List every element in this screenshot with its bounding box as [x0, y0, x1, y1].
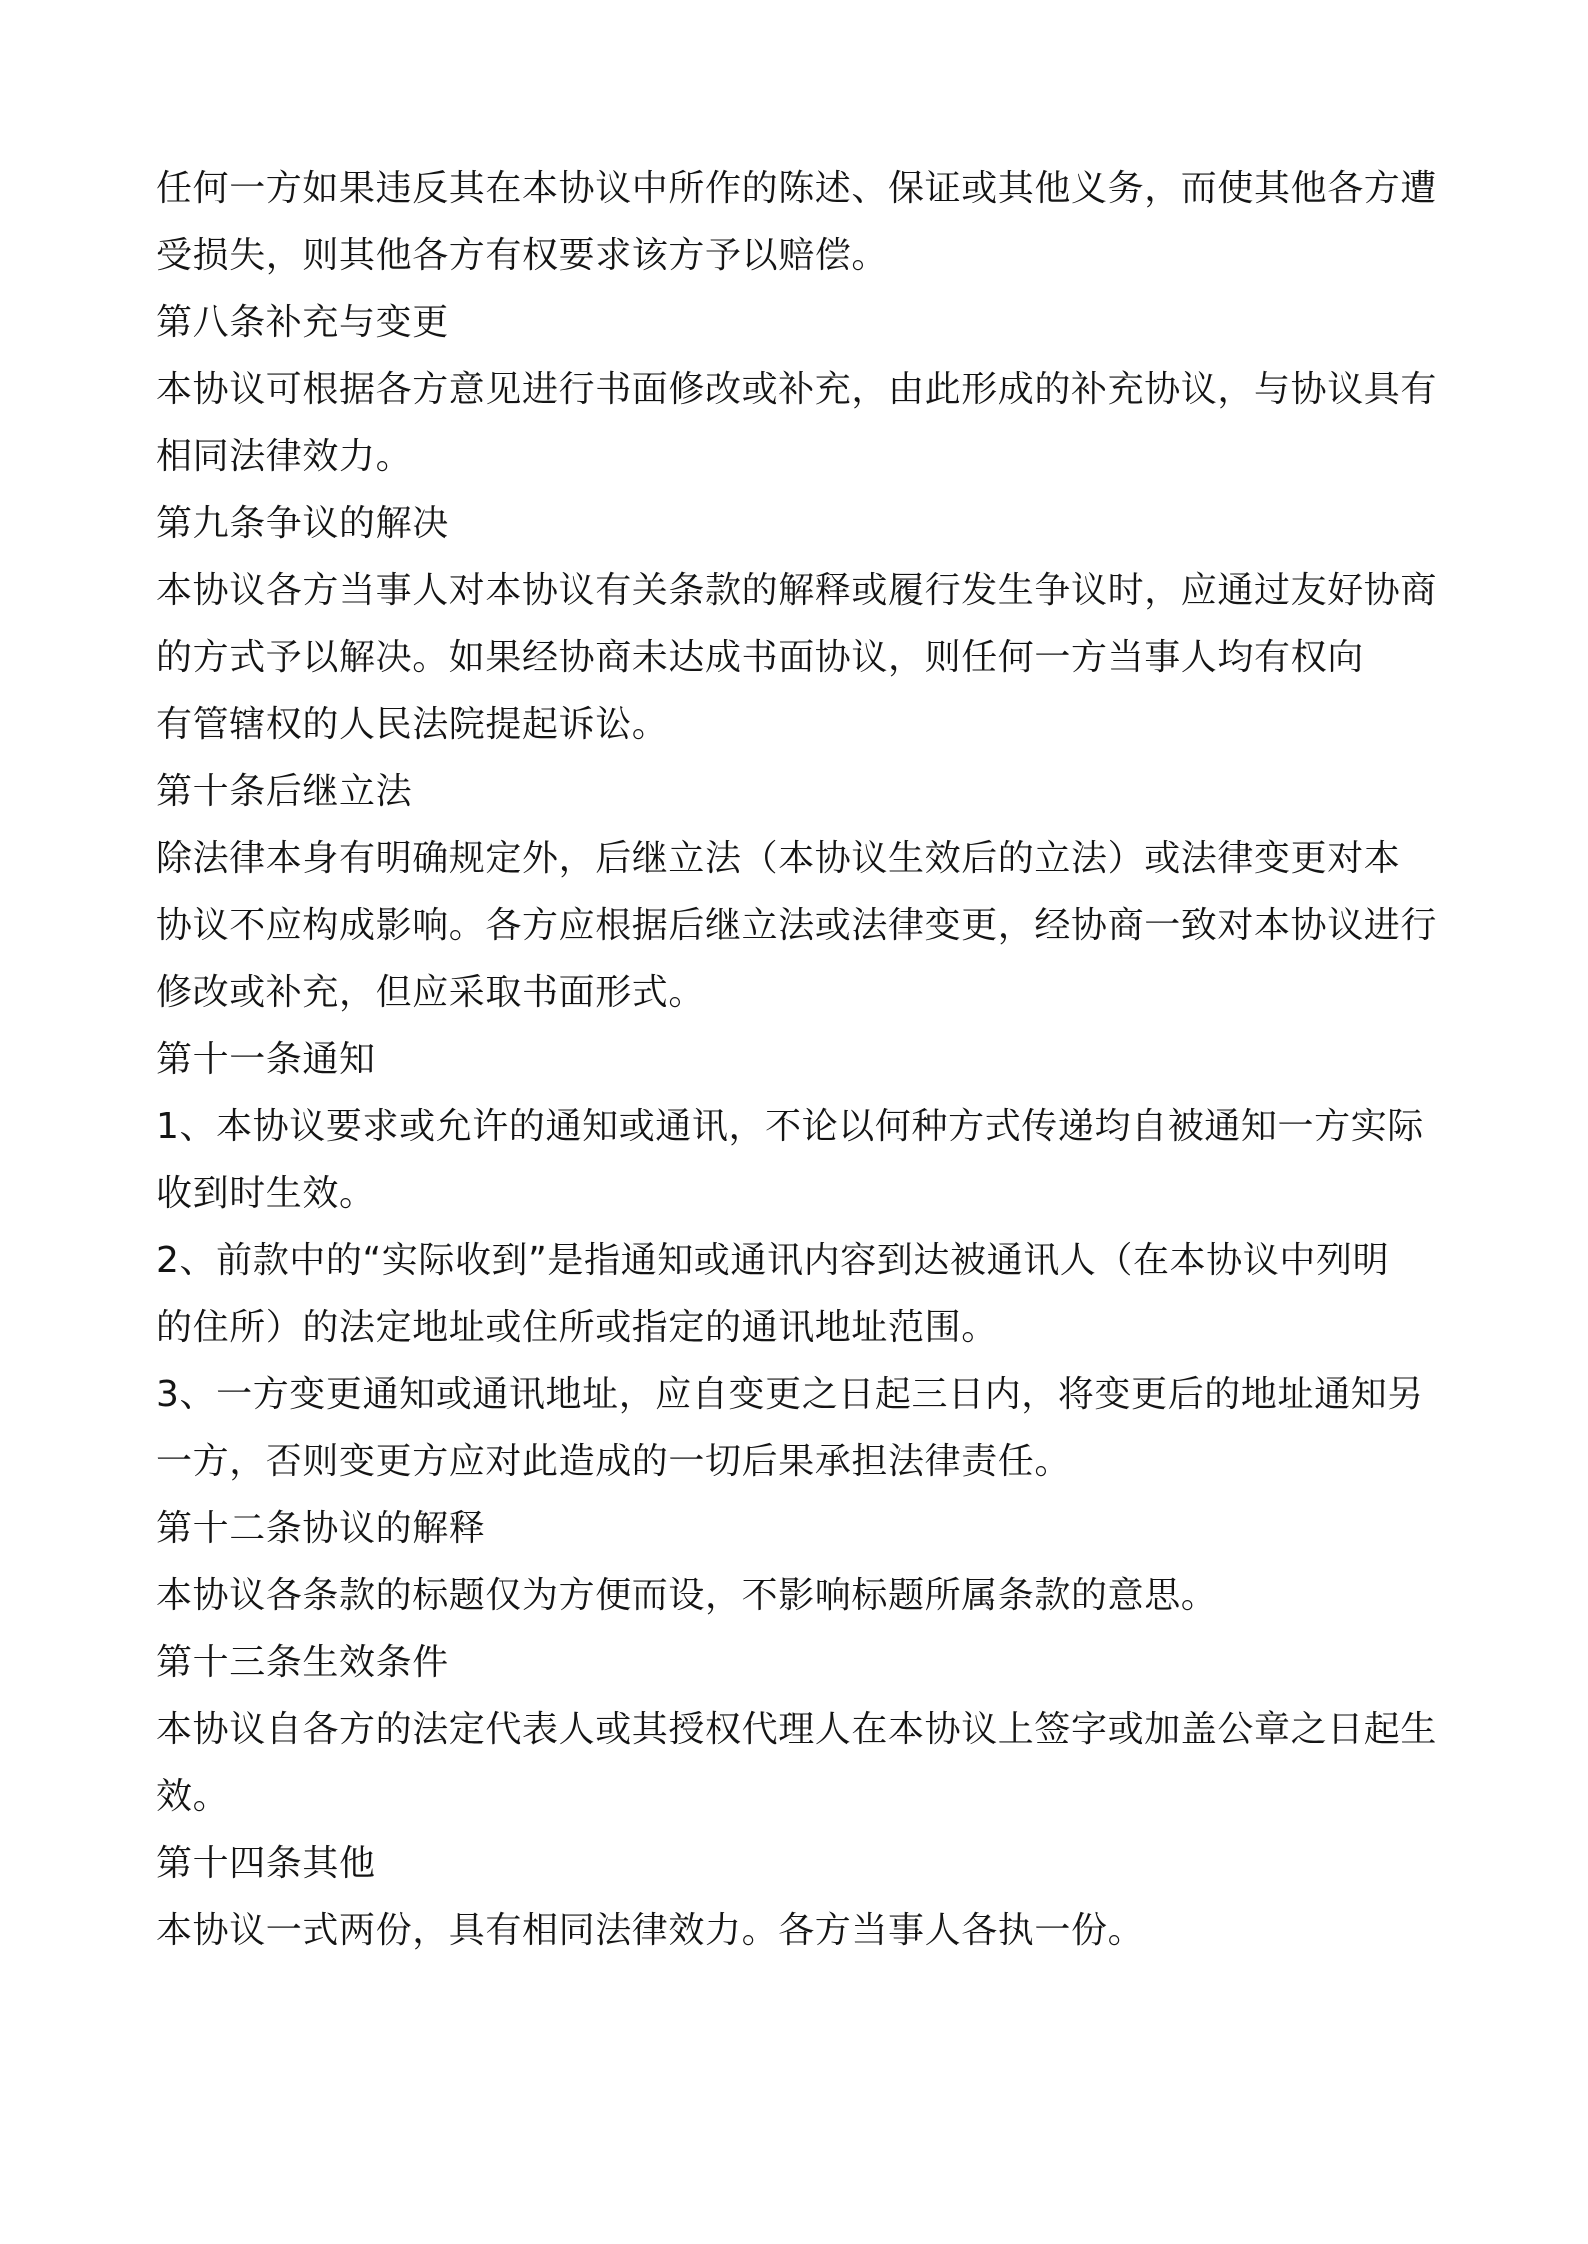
- text-line: 协议不应构成影响。各方应根据后继立法或法律变更，经协商一致对本协议进行: [156, 905, 1438, 946]
- section-heading: 第十条后继立法: [156, 771, 413, 812]
- text-line: 效。: [156, 1776, 230, 1817]
- section-heading: 第九条争议的解决: [156, 503, 449, 544]
- text-line: 收到时生效。: [156, 1173, 376, 1214]
- section-heading: 第十三条生效条件: [156, 1642, 449, 1683]
- section-heading: 第十二条协议的解释: [156, 1508, 486, 1549]
- section-heading: 第八条补充与变更: [156, 302, 449, 343]
- text-line: 有管辖权的人民法院提起诉讼。: [156, 704, 669, 745]
- text-line: 本协议各方当事人对本协议有关条款的解释或履行发生争议时，应通过友好协商: [156, 570, 1438, 611]
- section-heading: 第十四条其他: [156, 1843, 376, 1884]
- text-line: 1、本协议要求或允许的通知或通讯，不论以何种方式传递均自被通知一方实际: [156, 1106, 1424, 1147]
- text-line: 一方，否则变更方应对此造成的一切后果承担法律责任。: [156, 1441, 1072, 1482]
- text-line: 修改或补充，但应采取书面形式。: [156, 972, 706, 1013]
- text-line: 的方式予以解决。如果经协商未达成书面协议，则任何一方当事人均有权向: [156, 637, 1364, 678]
- text-line: 3、一方变更通知或通讯地址，应自变更之日起三日内，将变更后的地址通知另: [156, 1374, 1424, 1415]
- text-line: 任何一方如果违反其在本协议中所作的陈述、保证或其他义务，而使其他各方遭: [156, 168, 1438, 209]
- text-line: 受损失，则其他各方有权要求该方予以赔偿。: [156, 235, 889, 276]
- text-line: 本协议一式两份，具有相同法律效力。各方当事人各执一份。: [156, 1910, 1145, 1951]
- section-heading: 第十一条通知: [156, 1039, 376, 1080]
- text-line: 本协议可根据各方意见进行书面修改或补充，由此形成的补充协议，与协议具有: [156, 369, 1438, 410]
- text-line: 2、前款中的“实际收到”是指通知或通讯内容到达被通讯人（在本协议中列明: [156, 1240, 1390, 1281]
- text-line: 除法律本身有明确规定外，后继立法（本协议生效后的立法）或法律变更对本: [156, 838, 1401, 879]
- text-line: 本协议自各方的法定代表人或其授权代理人在本协议上签字或加盖公章之日起生: [156, 1709, 1438, 1750]
- text-line: 相同法律效力。: [156, 436, 413, 477]
- text-line: 的住所）的法定地址或住所或指定的通讯地址范围。: [156, 1307, 998, 1348]
- text-line: 本协议各条款的标题仅为方便而设，不影响标题所属条款的意思。: [156, 1575, 1218, 1616]
